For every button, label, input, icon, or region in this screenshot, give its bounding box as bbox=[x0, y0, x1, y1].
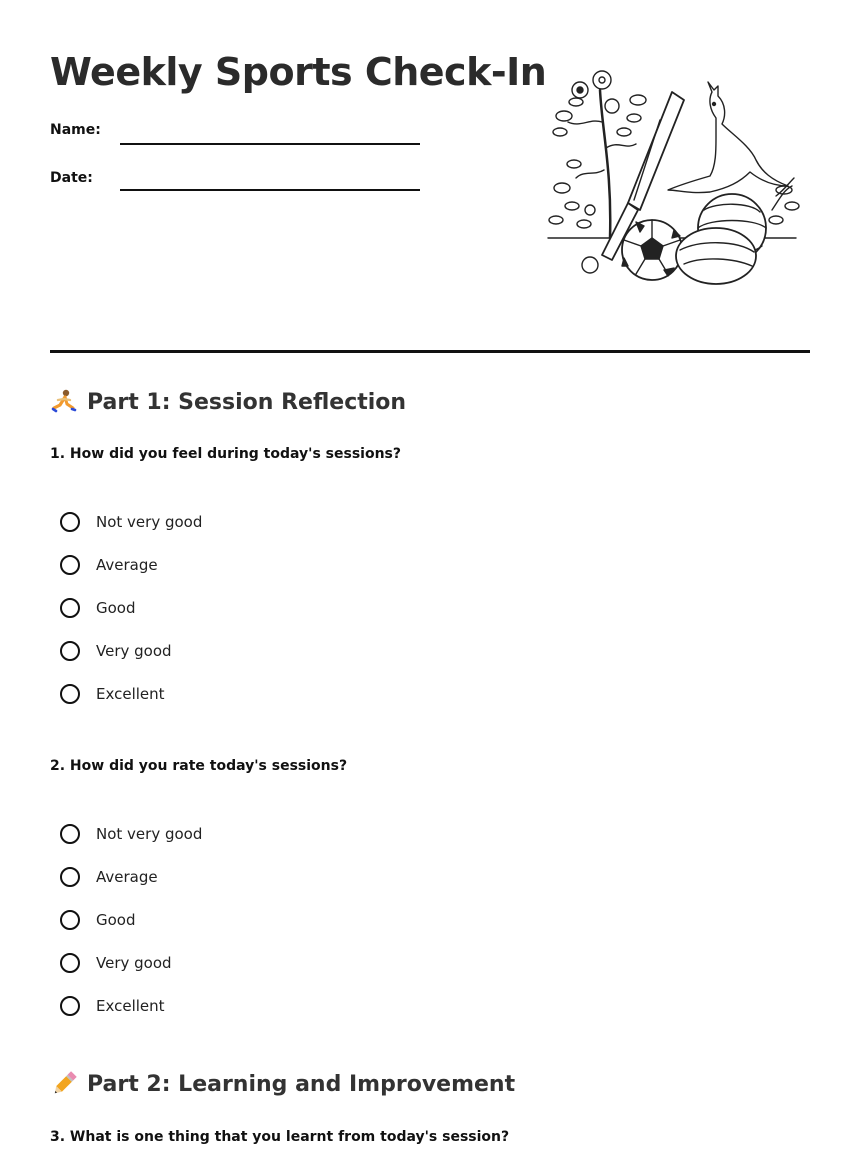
sports-illustration bbox=[540, 60, 800, 292]
option-label: Good bbox=[96, 599, 136, 617]
q2-option-average[interactable] bbox=[60, 864, 158, 890]
q2-option-not-very-good[interactable] bbox=[60, 821, 202, 847]
option-label: Very good bbox=[96, 642, 172, 660]
name-field[interactable] bbox=[120, 143, 420, 145]
part1-heading bbox=[50, 388, 406, 416]
option-label: Average bbox=[96, 868, 158, 886]
date-field[interactable] bbox=[120, 189, 420, 191]
q1-option-very-good[interactable] bbox=[60, 638, 172, 664]
q1-option-average[interactable] bbox=[60, 552, 158, 578]
q2-option-very-good[interactable] bbox=[60, 950, 172, 976]
radio-button[interactable] bbox=[60, 598, 80, 618]
option-label: Not very good bbox=[96, 825, 203, 843]
q2-option-excellent[interactable] bbox=[60, 993, 165, 1019]
option-label: Excellent bbox=[96, 997, 165, 1015]
name-label: Name: bbox=[50, 122, 101, 138]
radio-button[interactable] bbox=[60, 996, 80, 1016]
pencil-emoji bbox=[50, 1070, 78, 1098]
option-label: Average bbox=[96, 556, 158, 574]
radio-button[interactable] bbox=[60, 684, 80, 704]
header-divider bbox=[50, 350, 810, 353]
q1-option-not-very-good[interactable] bbox=[60, 509, 202, 535]
part2-heading bbox=[50, 1070, 515, 1098]
radio-button[interactable] bbox=[60, 824, 80, 844]
option-label: Not very good bbox=[96, 513, 203, 531]
radio-button[interactable] bbox=[60, 953, 80, 973]
q1-option-good[interactable] bbox=[60, 595, 136, 621]
question-2: 2. How did you rate today's sessions? bbox=[50, 758, 348, 774]
radio-button[interactable] bbox=[60, 641, 80, 661]
question-3: 3. What is one thing that you learnt from today's session? bbox=[50, 1129, 510, 1145]
option-label: Very good bbox=[96, 954, 172, 972]
question-1: 1. How did you feel during today's sessions? bbox=[50, 446, 401, 462]
runner-emoji bbox=[50, 388, 78, 416]
date-label: Date: bbox=[50, 170, 93, 186]
radio-button[interactable] bbox=[60, 910, 80, 930]
part2-heading-text: Part 2: Learning and Improvement bbox=[87, 1071, 516, 1097]
page-title: Weekly Sports Check-In bbox=[50, 50, 547, 94]
radio-button[interactable] bbox=[60, 867, 80, 887]
part1-heading-text: Part 1: Session Reflection bbox=[87, 389, 407, 415]
radio-button[interactable] bbox=[60, 512, 80, 532]
q1-option-excellent[interactable] bbox=[60, 681, 165, 707]
option-label: Excellent bbox=[96, 685, 165, 703]
option-label: Good bbox=[96, 911, 136, 929]
radio-button[interactable] bbox=[60, 555, 80, 575]
q2-option-good[interactable] bbox=[60, 907, 136, 933]
